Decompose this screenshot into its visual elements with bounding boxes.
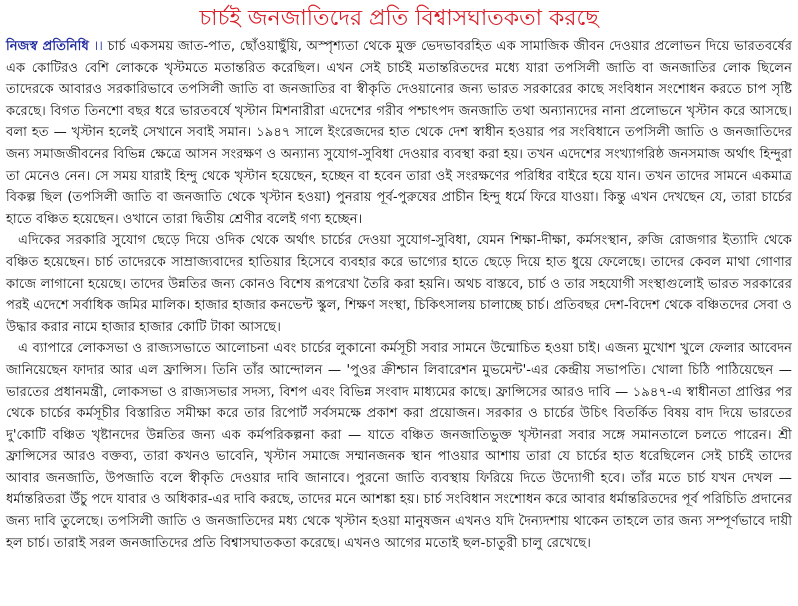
article-body [6, 36, 792, 554]
article-headline: চার্চই জনজাতিদের প্রতি বিশ্বাসঘাতকতা করছে [199, 6, 599, 31]
article-paragraph-2: এদিকের সরকারি সুযোগ ছেড়ে দিয়ে ওদিক থেকে অর্থাৎ চার্চের দেওয়া সুযোগ-সুবিধা, যেমন শিক্ষা-দীক্ষা, কর্মসংস্থান, রুজি রোজগার ইত্যাদি থেকে বঞ্চিত হয়েছেন। চার্চ তাদেরকে সাম্রাজ্যবাদের হাতিয়ার হিসেবে ব্যবহার করে ভাগ্যের হাতে ছেড়ে দিয়ে হাত ধুয়ে ফেলেছে। তাদের কেবল মাথা গোণার কাজে লাগানো হয়েছে। তাদের উন্নতির জন্য কোনও বিশেষ রূপরেখা তৈরি করা হয়নি। অথচ বাস্তবে, চার্চ ও তার সহযোগী সংস্থাগুলোই ভারত সরকারের পরই এদেশে সর্বাধিক জমির মালিক। হাজার হাজার কনভেন্ট স্কুল, শিক্ষণ সংস্থা, চিকিৎসালয় চালাচ্ছে চার্চ। প্রতিবছর দেশ-বিদেশ থেকে বঞ্চিতদের সেবা ও উদ্ধার করার নামে হাজার হাজার কোটি টাকা আসছে। [6, 233, 792, 335]
article-paragraph-1 [6, 36, 792, 230]
paragraph-1-text: চার্চ একসময় জাত-পাত, ছোঁওয়াছুঁয়ি, অস্পৃশ্যতা থেকে মুক্ত ভেদভাবরহিত এক সামাজিক জীবন দেওয়ার প্রলোভন দিয়ে ভারতবর্ষের এক কোটিরও বেশি লোককে খৃস্টমতে মতান্তরিত করেছিল। এখন সেই চার্চই মতান্তরিতদের মধ্যে যারা তপসিলী জাতি বা জনজাতির লোক ছিলেন তাদেরকে আবারও সরকারিভাবে তপসিলী জাতি বা জনজাতির বা স্বীকৃতি দেওয়ানোর জন্য ভারত সরকারের কাছে সংবিধান সংশোধন করতে চাপ সৃষ্টি করেছে। বিগত তিনশো বছর ধরে ভারতবর্ষে খৃস্টান মিশনারীরা এদেশের গরীব পশ্চাৎপদ জনজাতি তথা অন্যান্যদের নানা প্রলোভনে খৃস্টান করে আসছে। বলা হত — খৃস্টান হলেই সেখানে সবাই সমান। ১৯৪৭ সালে ইংরেজদের হাত থেকে দেশ স্বাধীন হওয়ার পর সংবিধানে তপসিলী জাতি ও জনজাতিদের জন্য সমাজজীবনের বিভিন্ন ক্ষেত্রে আসন সংরক্ষণ ও অন্যান্য সুযোগ-সুবিধা দেওয়ার ব্যবস্থা করা হয়। তখন এদেশের সংখ্যাগরিষ্ঠ জনসমাজ অর্থাৎ হিন্দুরা তা মেনেও নেন। সে সময় যারাই হিন্দু থেকে খৃস্টান হয়েছেন, হচ্ছেন বা হবেন তারা ওই সংরক্ষণের পরিধির বাইরে হয়ে যান। তখন তাদের সামনে একমাত্র বিকল্প ছিল (তপসিলী জাতি বা জনজাতি থেকে খৃস্টান হওয়া) পুনরায় পূর্ব-পুরুষের প্রাচীন হিন্দু ধর্মে ফিরে যাওয়া। কিন্তু এখন দেখছেন যে, তারা চার্চের হাতে বঞ্চিত হয়েছেন। ওখানে তারা দ্বিতীয় শ্রেণীর বলেই গণ্য হচ্ছেন। [6, 39, 792, 227]
article-paragraph-3: এ ব্যাপারে লোকসভা ও রাজ্যসভাতে আলোচনা এবং চার্চের লুকানো কর্মসূচী সবার সামনে উন্মোচিত হওয়া চাই। এজন্য মুখোশ খুলে ফেলার আবেদন জানিয়েছেন ফাদার আর এল ফ্রান্সিস। তিনি তাঁর আন্দোলন — 'পুওর ক্রীশ্চান লিবারেশন মুভমেন্ট'-এর কেন্দ্রীয় সভাপতি। খোলা চিঠি পাঠিয়েছেন — ভারতের প্রধানমন্ত্রী, লোকসভা ও রাজ্যসভার সদস্য, বিশপ এবং বিভিন্ন সংবাদ মাধ্যমের কাছে। ফ্রান্সিসের আরও দাবি — ১৯৪৭-এ স্বাধীনতা প্রাপ্তির পর থেকে চার্চের কর্মসূচীর বিস্তারিত সমীক্ষা করে তার রিপোর্ট সর্বসমক্ষে প্রকাশ করা প্রয়োজন। সরকার ও চার্চের উচিৎ বিতর্কিত বিষয় বাদ দিয়ে ভারতের দু'কোটি বঞ্চিত খৃষ্টানদের উন্নতির জন্য এক কর্মপরিকল্পনা করা — যাতে বঞ্চিত জনজাতিভুক্ত খৃস্টানরা সবার সঙ্গে সমানতালে চলতে পারেন। শ্রী ফ্রান্সিসের আরও বক্তব্য, তারা কখনও ভাবেনি, খৃস্টান সমাজে সম্মানজনক স্থান পাওয়ার আশায় তারা যে চার্চের হাত ধরেছিলেন সেই চার্চই তাদের আবার জনজাতি, উপজাতি বলে স্বীকৃতি দেওয়ার দাবি জানাবে। পুরনো জাতি ব্যবস্থায় ফিরিয়ে দিতে উদ্যোগী হবে। তাঁর মতে চার্চ যখন দেখল — ধর্মান্তরিতরা উঁচু পদে যাবার ও অধিকার-এর দাবি করছে, তাদের মনে আশঙ্কা হয়। চার্চ সংবিধান সংশোধন করে আবার ধর্মান্তরিতদের পূর্ব পরিচিতি প্রদানের জন্য দাবি তুলেছে। তপসিলী জাতি ও জনজাতিদের মধ্য থেকে খৃস্টান হওয়া মানুষজন এখনও যদি দৈন্যদশায় থাকেন তাহলে তার জন্য সম্পূর্ণভাবে দায়ী হল চার্চ। তারাই সরল জনজাতিদের প্রতি বিশ্বাসঘাতকতা করেছে। এখনও আগের মতোই ছল-চাতুরী চালু রেখেছে। [6, 341, 792, 551]
byline-separator: ।। [88, 39, 108, 54]
byline: নিজস্ব প্রতিনিধি [6, 39, 89, 54]
